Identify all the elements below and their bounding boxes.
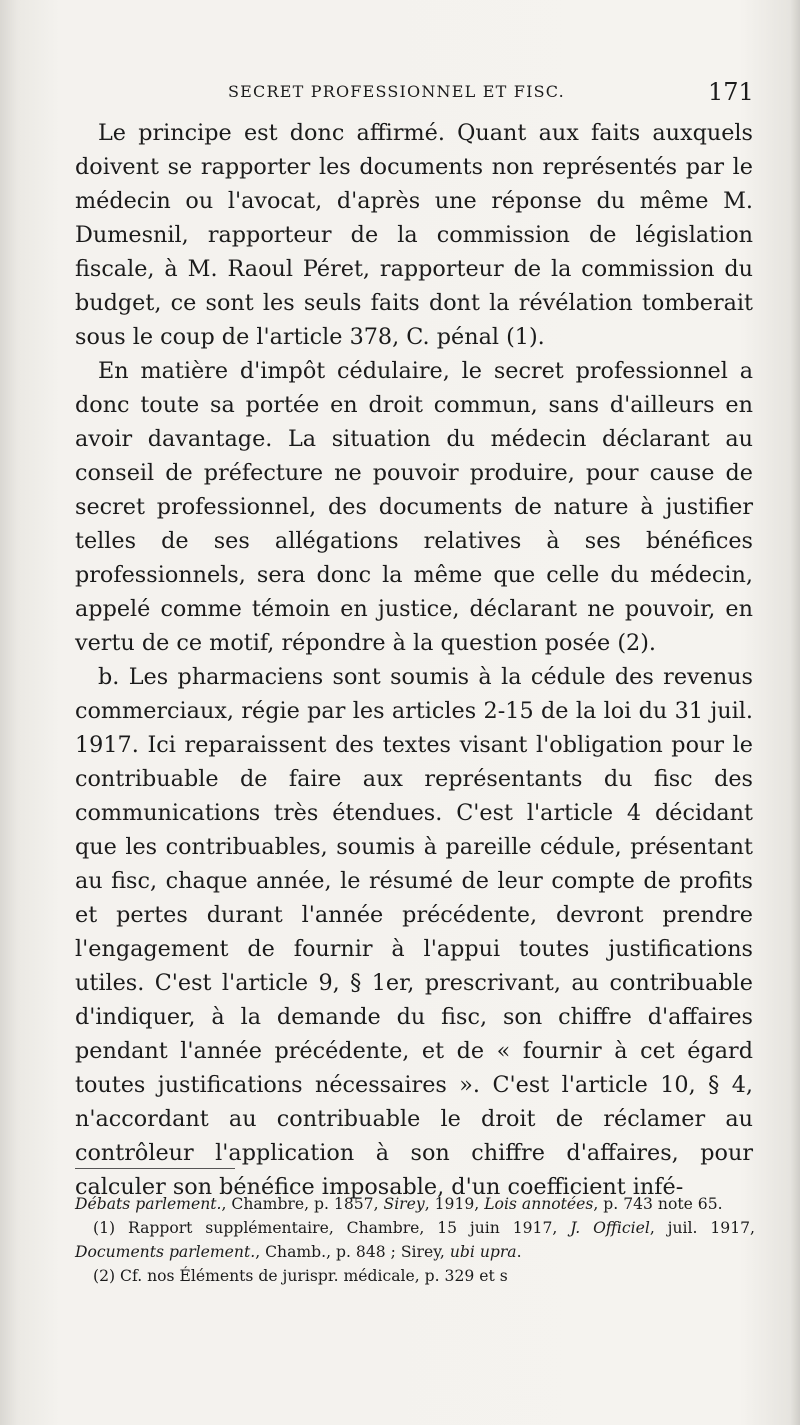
footnote-source-title: J. Officiel (570, 1219, 650, 1237)
footnote-1 (75, 1216, 755, 1264)
page-number: 171 (708, 78, 754, 106)
footnote-divider (75, 1168, 235, 1169)
paragraph-principle: Le principe est donc affirmé. Quant aux faits auxquels doivent se rapporter les documents non représentés par le médecin ou l'avocat, d'après une réponse du même M. Dumesnil, rapporteur de la commission de législation fiscale, à M. Raoul Péret, rapporteur de la commission du budget, ce sont les seuls faits dont la révélation tomberait sous le coup de l'article 378, C. pénal (1). (75, 120, 753, 350)
footnote-text: Cf. nos Éléments de jurispr. médicale, p. 329 et s (115, 1267, 508, 1285)
footnotes (75, 1192, 755, 1288)
paragraph-pharmaciens: b. Les pharmaciens sont soumis à la cédule des revenus commerciaux, régie par les articles 2-15 de la loi du 31 juil. 1917. Ici reparaissent des textes visant l'obligation pour le contribuable de faire aux représentants du fisc des communications très étendues. C'est l'article 4 décidant que les contribuables, soumis à pareille cédule, présentant au fisc, chaque année, le résumé de leur compte de profits et pertes durant l'année précédente, devront prendre l'engagement de fournir à l'appui toutes justifications utiles. C'est l'article 9, § 1er, prescrivant, au contribuable d'indiquer, à la demande du fisc, son chiffre d'affaires pendant l'année précédente, et de « fournir à cet égard toutes justifications nécessaires ». C'est l'article 10, § 4, n'accordant au contribuable le droit de réclamer au contrôleur l'application à son chiffre d'affaires, pour calculer son bénéfice imposable, d'un coefficient infé- (75, 664, 753, 1200)
footnote-text: , p. 743 note 65. (593, 1195, 723, 1213)
footnote-marker: (2) (93, 1267, 116, 1285)
footnote-text: . (516, 1243, 522, 1261)
paragraph-impot-cedulaire: En matière d'impôt cédulaire, le secret professionnel a donc toute sa portée en droit commun, sans d'ailleurs en avoir davantage. La situation du médecin déclarant au conseil de préfecture ne pouvoir produire, pour cause de secret professionnel, des documents de nature à justifier telles de ses allégations relatives à ses bénéfices professionnels, sera donc la même que celle du médecin, appelé comme témoin en justice, déclarant ne pouvoir, en vertu de ce motif, répondre à la question posée (2). (75, 358, 753, 656)
page-header (0, 78, 800, 116)
footnote-text: , Chambre, p. 1857, (221, 1195, 384, 1213)
footnote-continuation (75, 1192, 755, 1216)
footnote-marker: (1) (93, 1219, 116, 1237)
footnote-text: Rapport supplémentaire, Chambre, 15 juin 1917, (115, 1219, 571, 1237)
running-title: SECRET PROFESSIONNEL ET FISC. (228, 82, 565, 101)
footnote-source-title: Documents parlement. (75, 1243, 256, 1261)
footnote-text: , 1919, (424, 1195, 485, 1213)
footnote-source-title: Sirey (383, 1195, 425, 1213)
footnote-source-title: Lois annotées (484, 1195, 594, 1213)
body-text (75, 116, 753, 1204)
footnote-source-title: ubi upra (449, 1243, 517, 1261)
footnote-text: , Chamb., p. 848 ; Sirey, (255, 1243, 450, 1261)
footnote-source-title: Débats parlement. (75, 1195, 222, 1213)
footnote-2 (75, 1264, 755, 1288)
footnote-text: , juil. 1917, (649, 1219, 755, 1237)
